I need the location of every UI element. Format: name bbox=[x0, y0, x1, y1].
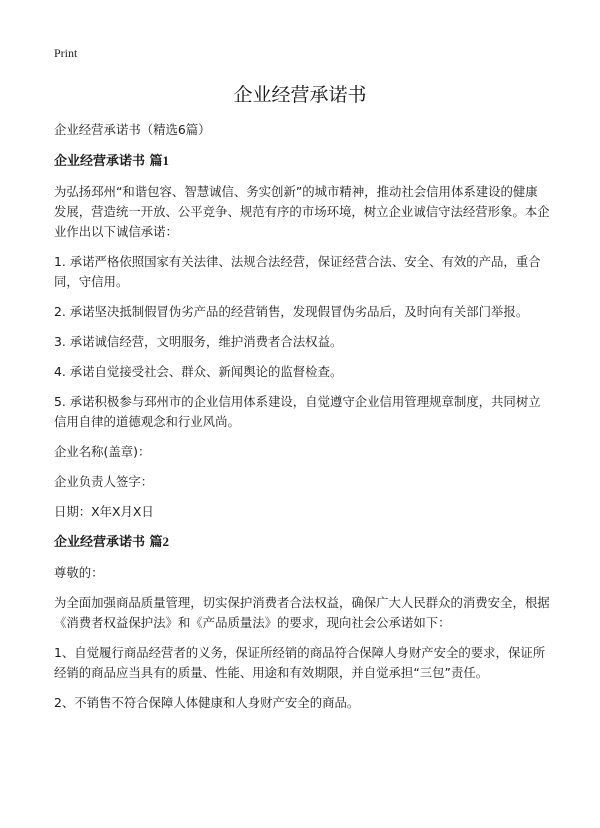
section-heading-number: 2 bbox=[162, 534, 170, 549]
paragraph: 2、不销售不符合保障人体健康和人身财产安全的商品。 bbox=[54, 695, 360, 710]
paragraph: 1、自觉履行商品经营者的义务，保证所经销的商品符合保障人身财产安全的要求，保证所经销的商品应当具有的质量、性能、用途和有效期限，并自觉承担“三包”责任。 bbox=[54, 645, 546, 680]
page-title: 企业经营承诺书 bbox=[233, 84, 367, 106]
document-body bbox=[54, 120, 550, 723]
paragraph: 为全面加强商品质量管理，切实保护消费者合法权益，确保广大人民群众的消费安全，根据《消费者权益保护法》和《产品质量法》的要求，现向社会公承诺如下： bbox=[54, 595, 550, 630]
section-heading-1 bbox=[54, 151, 550, 172]
paragraph: 为弘扬邳州“和谐包容、智慧诚信、务实创新”的城市精神，推动社会信用体系建设的健康发展，营造统一开放、公平竞争、规范有序的市场环境，树立企业诚信守法经营形象。本企业作出以下诚信承诺： bbox=[54, 184, 550, 239]
document-subtitle: 企业经营承诺书（精选6篇） bbox=[54, 122, 211, 137]
paragraph: 5. 承诺积极参与邳州市的企业信用体系建设，自觉遵守企业信用管理规章制度，共同树立信用自律的道德观念和行业风尚。 bbox=[54, 394, 541, 429]
paragraph: 3. 承诺诚信经营，文明服务，维护消费者合法权益。 bbox=[54, 334, 343, 349]
paragraph: 2. 承诺坚决抵制假冒伪劣产品的经营销售，发现假冒伪劣品后，及时向有关部门举报。 bbox=[54, 304, 529, 319]
signature-line: 企业负责人签字： bbox=[54, 474, 154, 489]
company-name-line: 企业名称(盖章)： bbox=[54, 444, 151, 459]
paragraph: 4. 承诺自觉接受社会、群众、新闻舆论的监督检查。 bbox=[54, 364, 343, 379]
date-line: 日期：X年X月X日 bbox=[54, 504, 154, 519]
section-heading-number: 1 bbox=[162, 153, 170, 168]
paragraph: 1. 承诺严格依照国家有关法律、法规合法经营，保证经营合法、安全、有效的产品，重合同，守信用。 bbox=[54, 254, 541, 289]
print-link[interactable]: Print bbox=[54, 46, 78, 60]
section-heading-text: 企业经营承诺书 篇 bbox=[54, 535, 163, 550]
salutation: 尊敬的： bbox=[54, 565, 104, 580]
section-heading-2 bbox=[54, 532, 550, 553]
section-heading-text: 企业经营承诺书 篇 bbox=[54, 154, 163, 169]
